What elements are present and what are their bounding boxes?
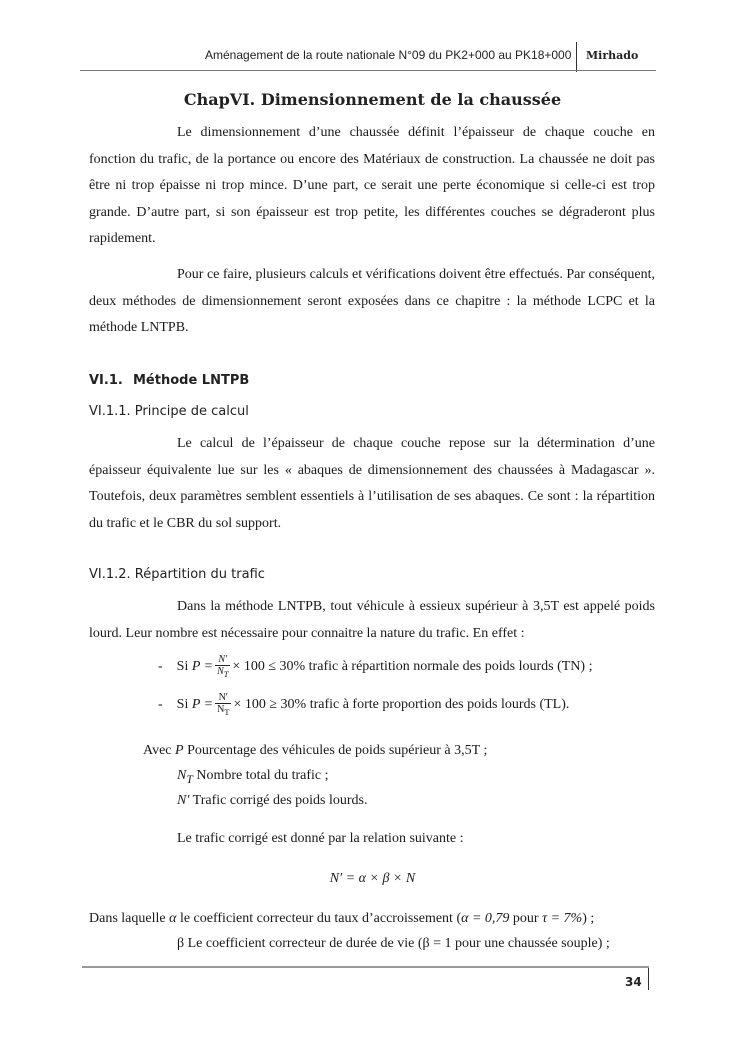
symbol-np: N′ [177,793,190,808]
fraction [215,692,231,718]
beta-post: pour une chaussée souple) ; [455,936,610,951]
relation-intro: Le trafic corrigé est donné par la relation suivante : [177,831,464,846]
bullet-dash: - [158,659,163,675]
definition-np [177,793,368,809]
header-author: Mirhado [586,49,639,62]
page-number: 34 [625,975,642,989]
definition-p-text: Pourcentage des véhicules de poids supérieur à 3,5T ; [187,743,488,758]
bullet-tn [158,654,592,680]
fraction-denominator: $N_T$ [217,704,230,717]
formula-condition: × 100 ≥ 30% [233,697,307,713]
fraction-numerator: N′ [215,654,230,666]
bullet-si: Si [176,697,189,713]
bullet-si: Si [176,659,189,675]
beta-definition [177,936,610,952]
definition-nt [177,768,329,786]
subsection-heading-principe: VI.1.1. Principe de calcul [89,404,249,419]
header-rule [80,70,656,71]
alpha-mid: pour [512,911,539,926]
formula-condition: × 100 ≤ 30% [232,659,306,675]
footer-divider [648,968,649,990]
tau-value: τ = 7% [542,911,583,926]
fraction-numerator: N′ [215,692,231,704]
definition-np-text: Trafic corrigé des poids lourds. [192,793,368,808]
symbol-p: P [175,743,184,758]
alpha-pre: Dans laquelle [89,911,166,926]
alpha-definition [89,911,594,927]
bullet-tl [158,692,569,718]
intro-paragraph-2-text: Pour ce faire, plusieurs calculs et vérifications doivent être effectués. Par conséquent, deux méthodes de dimensionnement seront exposées dans ce chapitre : la méthode LCPC et la méthode LNTPB. [89,267,655,335]
running-header: Aménagement de la route nationale N°09 du PK2+000 au PK18+000 [205,48,572,62]
corrected-traffic-formula: N′ = α × β × N [329,871,416,886]
formula-lhs: P = [191,697,214,713]
bullet-text: trafic à répartition normale des poids lourds (TN) ; [308,659,593,675]
section-heading [89,373,249,388]
alpha-value: α = 0,79 [461,911,510,926]
section-title: Méthode LNTPB [133,373,250,388]
principe-paragraph-text: Le calcul de l’épaisseur de chaque couche repose sur la détermination d’une épaisseur équivalente lue sur les « abaques de dimensionnement des chaussées à Madagascar ». Toutefois, deux paramètres semblent essentiels à l’utilisation de ses abaques. Ce sont : la répartition du trafic et le CBR du sol support. [89,436,655,531]
beta-value: β = 1 [422,936,452,951]
symbol-nt: $N_T$ [177,768,193,786]
footer-rule [82,966,649,968]
definition-p [143,743,487,759]
alpha-post: ) ; [582,911,595,926]
bullet-dash: - [158,697,163,713]
alpha-text: le coefficient correcteur du taux d’accroissement ( [179,911,462,926]
fraction-denominator: $N_T$ [217,666,229,679]
chapter-title: ChapVI. Dimensionnement de la chaussée [183,90,562,109]
intro-paragraph-1 [89,120,655,253]
repartition-paragraph-text: Dans la méthode LNTPB, tout véhicule à essieux supérieur à 3,5T est appelé poids lourd. Leur nombre est nécessaire pour connaitre la nature du trafic. En effet : [89,599,655,641]
subsection-heading-repartition: VI.1.2. Répartition du trafic [89,567,265,582]
repartition-paragraph [89,594,655,647]
beta-text: Le coefficient correcteur de durée de vie ( [187,936,423,951]
formula-lhs: P = [191,659,214,675]
avec-word: Avec [143,743,172,758]
section-number: VI.1. [89,373,123,388]
symbol-alpha: α [169,911,177,926]
principe-paragraph [89,431,655,537]
definition-nt-text: Nombre total du trafic ; [196,768,329,783]
intro-paragraph-1-text: Le dimensionnement d’une chaussée définit l’épaisseur de chaque couche en fonction du trafic, de la portance ou encore des Matériaux de construction. La chaussée ne doit pas être ni trop épaisse ni trop mince. D’une part, ce serait une perte économique si celle-ci est trop grande. D’autre part, si son épaisseur est trop petite, les différentes couches se dégraderont plus rapidement. [89,125,655,246]
bullet-text: trafic à forte proportion des poids lourds (TL). [309,697,570,713]
header-divider [576,42,577,72]
intro-paragraph-2 [89,262,655,342]
fraction [215,654,230,680]
symbol-beta: β [177,936,185,951]
